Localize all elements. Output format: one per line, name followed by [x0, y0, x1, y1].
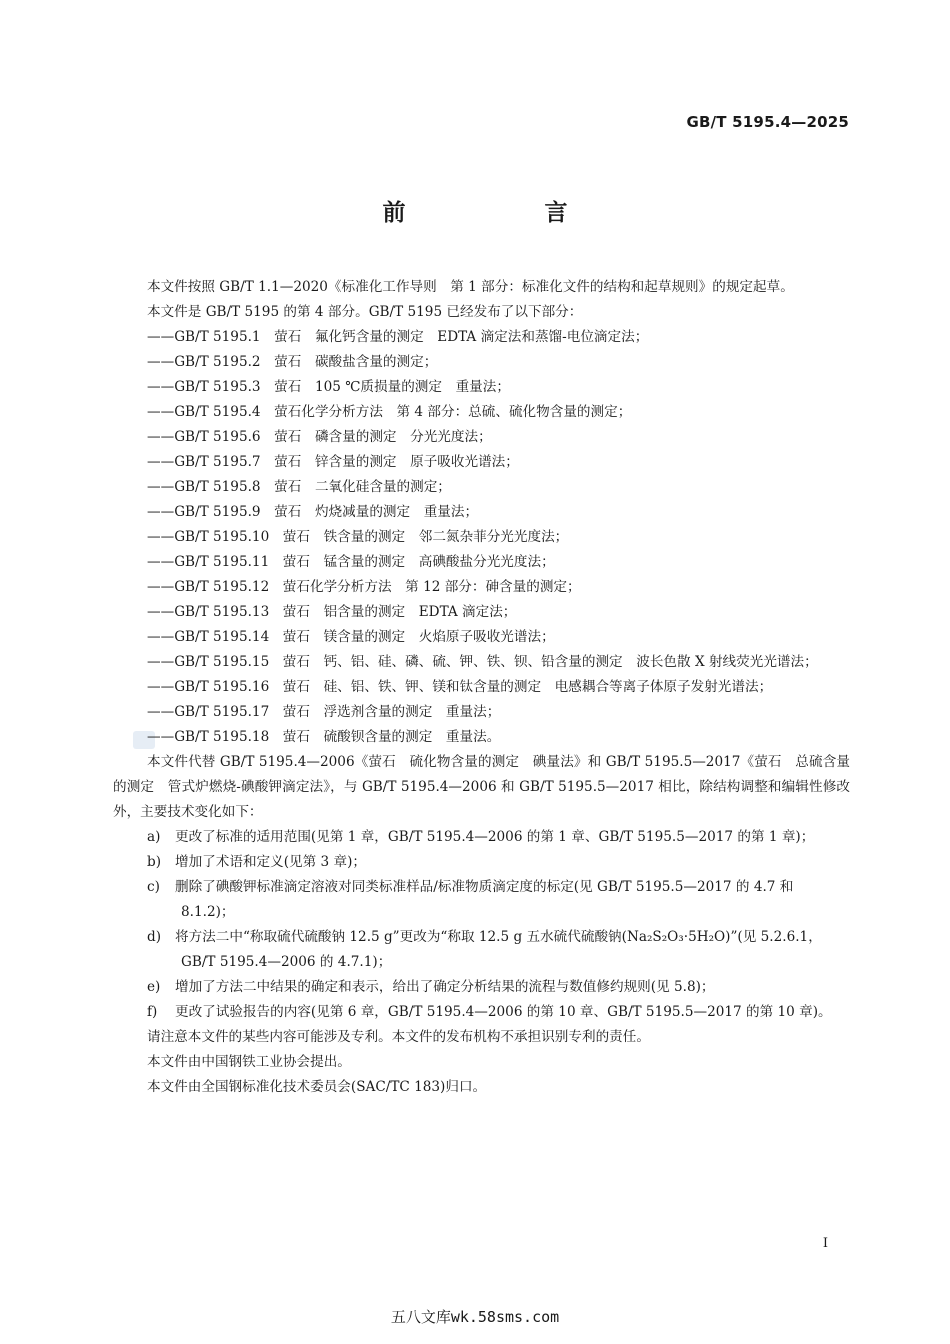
list-item: ——GB/T 5195.17 萤石 浮选剂含量的测定 重量法； [147, 704, 501, 720]
item-text: 增加了方法二中结果的确定和表示，给出了确定分析结果的流程与数值修约规则(见 5.8)； [175, 979, 715, 995]
technical-committee-statement: 本文件由全国钢标准化技术委员会(SAC/TC 183)归口。 [147, 1079, 487, 1095]
page-title: 前 言 [382, 200, 626, 226]
item-text: 删除了碘酸钾标准滴定溶液对同类标准样品/标准物质滴定度的标定(见 GB/T 5195.5—2017 的 4.7 和 8.1.2)； [175, 879, 794, 920]
list-item: ——GB/T 5195.11 萤石 锰含量的测定 高碘酸盐分光光度法； [147, 554, 555, 570]
list-item: ——GB/T 5195.16 萤石 硅、铝、铁、钾、镁和钛含量的测定 电感耦合等离子体原子发射光谱法； [147, 679, 773, 695]
item-text: 更改了标准的适用范围(见第 1 章，GB/T 5195.4—2006 的第 1 章、GB/T 5195.5—2017 的第 1 章)； [175, 829, 815, 845]
patent-notice: 请注意本文件的某些内容可能涉及专利。本文件的发布机构不承担识别专利的责任。 [147, 1029, 650, 1045]
proposer-statement: 本文件由中国钢铁工业协会提出。 [147, 1054, 351, 1070]
list-item [113, 850, 850, 875]
list-item [113, 825, 850, 850]
item-text: 将方法二中“称取硫代硫酸钠 12.5 g”更改为“称取 12.5 g 五水硫代硫酸钠(Na₂S₂O₃·5H₂O)”(见 5.2.6.1，GB/T 5195.4—2006 的 4.7.1)； [175, 929, 822, 970]
list-item [113, 975, 850, 1000]
list-item [113, 1000, 850, 1025]
list-item: ——GB/T 5195.7 萤石 锌含量的测定 原子吸收光谱法； [147, 454, 519, 470]
list-item: ——GB/T 5195.9 萤石 灼烧减量的测定 重量法； [147, 504, 479, 520]
standard-code: GB/T 5195.4—2025 [686, 113, 849, 131]
intro-paragraph: 本文件是 GB/T 5195 的第 4 部分。GB/T 5195 已经发布了以下部分： [147, 304, 583, 320]
item-label: b) [147, 854, 162, 870]
intro-paragraph: 本文件按照 GB/T 1.1—2020《标准化工作导则 第 1 部分：标准化文件的结构和起草规则》的规定起草。 [147, 279, 794, 295]
list-item: ——GB/T 5195.8 萤石 二氧化硅含量的测定； [147, 479, 451, 495]
list-item: ——GB/T 5195.10 萤石 铁含量的测定 邻二氮杂菲分光光度法； [147, 529, 569, 545]
parts-list [113, 325, 850, 750]
list-item: ——GB/T 5195.15 萤石 钙、铝、硅、磷、硫、钾、铁、钡、铅含量的测定 波长色散 X 射线荧光光谱法； [147, 654, 818, 670]
list-item: ——GB/T 5195.12 萤石化学分析方法 第 12 部分：砷含量的测定； [147, 579, 581, 595]
list-item: ——GB/T 5195.13 萤石 铝含量的测定 EDTA 滴定法； [147, 604, 517, 620]
item-label: c) [147, 879, 160, 895]
replacement-paragraph: 本文件代替 GB/T 5195.4—2006《萤石 硫化物含量的测定 碘量法》和 GB/T 5195.5—2017《萤石 总硫含量的测定 管式炉燃烧-碘酸钾滴定法》，与 GB/T 5195.4—2006 和 GB/T 5195.5—2017 相比，除结构调整和编辑性修改外，主要技术变化如下： [113, 754, 850, 820]
item-text: 增加了术语和定义(见第 3 章)； [175, 854, 367, 870]
list-item: ——GB/T 5195.14 萤石 镁含量的测定 火焰原子吸收光谱法； [147, 629, 555, 645]
foreword-body [113, 275, 850, 1100]
item-text: 更改了试验报告的内容(见第 6 章，GB/T 5195.4—2006 的第 10 章、GB/T 5195.5—2017 的第 10 章)。 [175, 1004, 832, 1020]
changes-list [113, 825, 850, 1025]
item-label: d) [147, 929, 162, 945]
list-item: ——GB/T 5195.4 萤石化学分析方法 第 4 部分：总硫、硫化物含量的测定； [147, 404, 632, 420]
item-label: a) [147, 829, 161, 845]
list-item: ——GB/T 5195.6 萤石 磷含量的测定 分光光度法； [147, 429, 492, 445]
list-item: ——GB/T 5195.18 萤石 硫酸钡含量的测定 重量法。 [147, 729, 501, 745]
list-item: ——GB/T 5195.2 萤石 碳酸盐含量的测定； [147, 354, 438, 370]
item-label: f) [147, 1004, 158, 1020]
list-item [113, 875, 850, 925]
item-label: e) [147, 979, 161, 995]
list-item [113, 925, 850, 975]
list-item: ——GB/T 5195.3 萤石 105 ℃质损量的测定 重量法； [147, 379, 510, 395]
watermark-footer: 五八文库wk.58sms.com [390, 1308, 560, 1326]
list-item: ——GB/T 5195.1 萤石 氟化钙含量的测定 EDTA 滴定法和蒸馏-电位滴定法； [147, 329, 649, 345]
page-number: I [822, 1236, 828, 1251]
